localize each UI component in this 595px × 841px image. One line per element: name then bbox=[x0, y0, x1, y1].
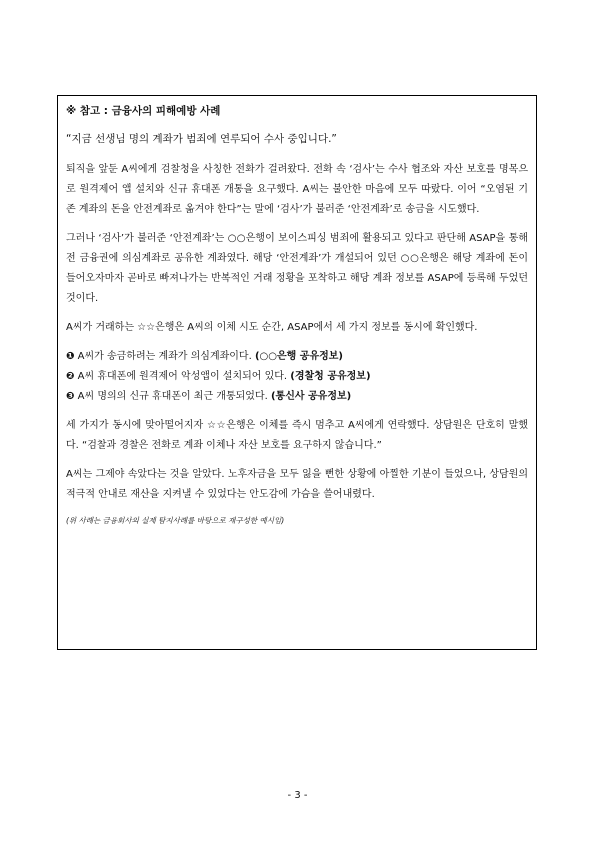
list-item-source: (○○은행 공유정보) bbox=[254, 351, 344, 362]
list-item bbox=[66, 367, 528, 387]
case-study-box bbox=[57, 95, 537, 650]
number-badge-2: ❷ bbox=[66, 371, 75, 382]
list-item-source: (통신사 공유정보) bbox=[270, 391, 352, 402]
paragraph-1: 퇴직을 앞둔 A씨에게 검찰청을 사칭한 전화가 걸려왔다. 전화 속 ‘검사’는 수사 협조와 자산 보호를 명목으로 원격제어 앱 설치와 신규 휴대폰 개통을 요구했다. A씨는 불안한 마음에 모두 따랐다. 이어 “오염된 기존 계좌의 돈을 안전계좌로 옮겨야 한다”는 말에 ‘검사’가 불러준 ‘안전계좌’로 송금을 시도했다. bbox=[66, 164, 528, 215]
number-badge-3: ❸ bbox=[66, 391, 75, 402]
page-number: - 3 - bbox=[287, 790, 308, 801]
list-item bbox=[66, 347, 528, 367]
list-item-text: A씨가 송금하려는 계좌가 의심계좌이다. bbox=[77, 351, 252, 362]
opening-quote: “지금 선생님 명의 계좌가 범죄에 연루되어 수사 중입니다.” bbox=[66, 133, 337, 145]
list-item-text: A씨 휴대폰에 원격제어 악성앱이 설치되어 있다. bbox=[77, 371, 288, 382]
list-item bbox=[66, 387, 528, 407]
disclaimer-note: (위 사례는 금융회사의 실제 탐지사례를 바탕으로 재구성한 예시임) bbox=[66, 516, 285, 525]
list-item-text: A씨 명의의 신규 휴대폰이 최근 개통되었다. bbox=[77, 391, 268, 402]
number-badge-1: ❶ bbox=[66, 351, 75, 362]
list-item-source: (경찰청 공유정보) bbox=[290, 371, 371, 382]
paragraph-2: 그러나 ‘검사’가 불러준 ‘안전계좌’는 ○○은행이 보이스피싱 범죄에 활용되고 있다고 판단해 ASAP을 통해 전 금융권에 의심계좌로 공유한 계좌였다. 해당 ‘안전계좌’가 개설되어 있던 ○○은행은 해당 계좌에 돈이 들어오자마자 곧바로 빠져나가는 반복적인 거래 정황을 포착하고 해당 계좌 정보를 ASAP에 등록해 두었던 것이다. bbox=[66, 233, 528, 304]
box-title: ※ 참고 : 금융사의 피해예방 사례 bbox=[66, 105, 221, 117]
paragraph-5: A씨는 그제야 속았다는 것을 알았다. 노후자금을 모두 잃을 뻔한 상황에 아찔한 기분이 들었으나, 상담원의 적극적 안내로 재산을 지켜낼 수 있었다는 안도감에 가슴을 쓸어내렸다. bbox=[66, 469, 528, 500]
detection-list bbox=[66, 347, 528, 407]
paragraph-4: 세 가지가 동시에 맞아떨어지자 ☆☆은행은 이체를 즉시 멈추고 A씨에게 연락했다. 상담원은 단호히 말했다. “검찰과 경찰은 전화로 계좌 이체나 자산 보호를 요구하지 않습니다.” bbox=[66, 420, 528, 451]
paragraph-3: A씨가 거래하는 ☆☆은행은 A씨의 이체 시도 순간, ASAP에서 세 가지 정보를 동시에 확인했다. bbox=[66, 322, 478, 333]
